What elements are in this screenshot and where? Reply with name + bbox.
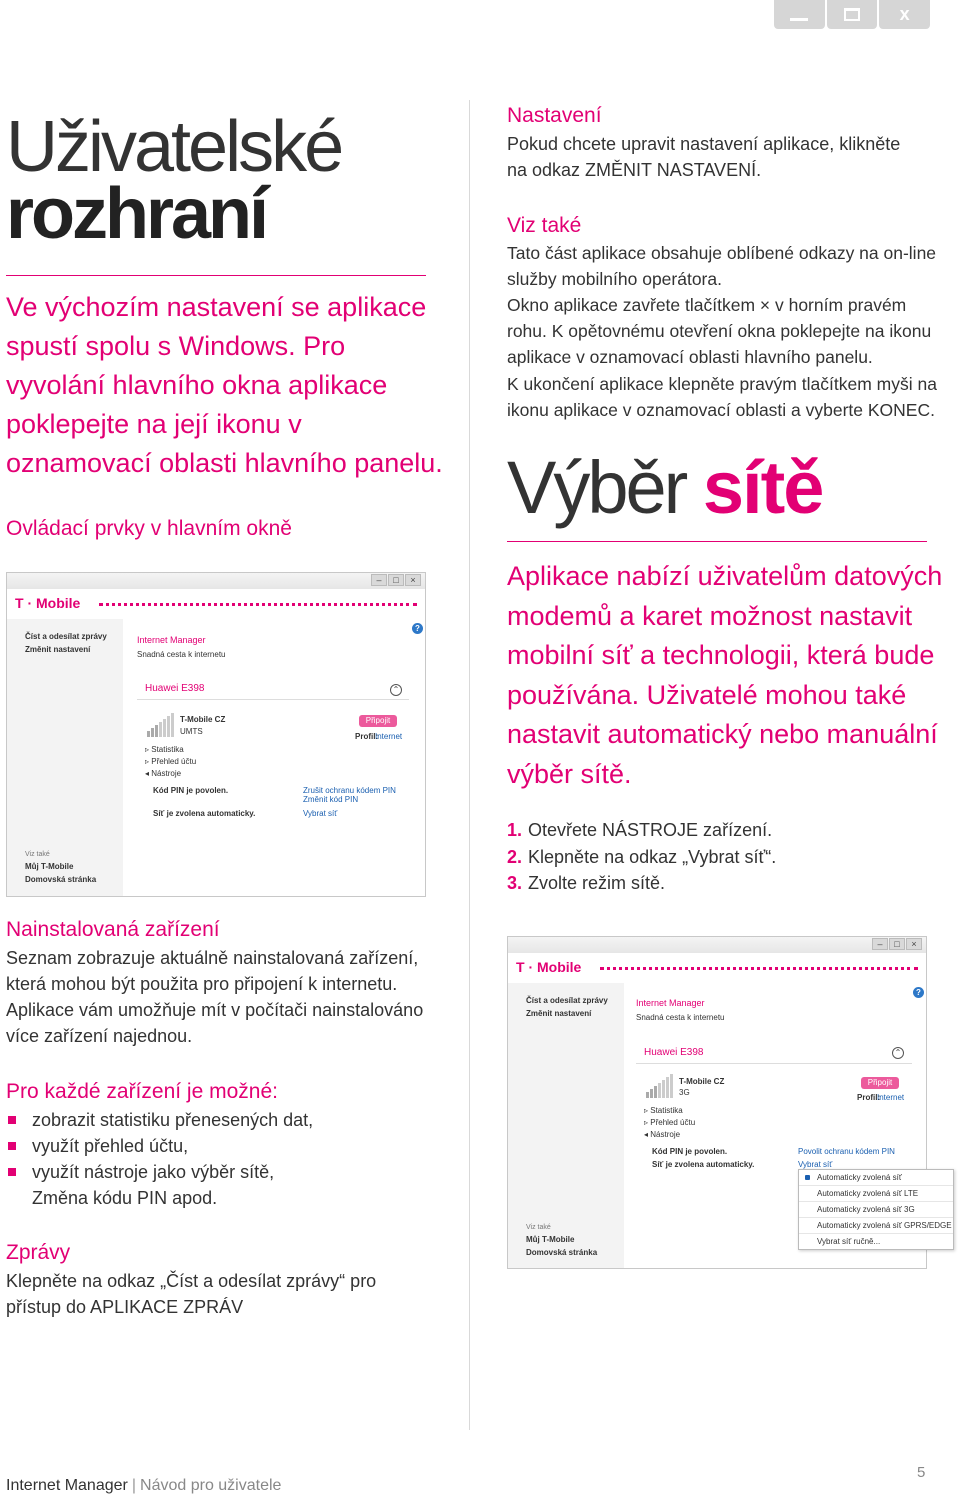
- page-number: 5: [917, 1464, 926, 1481]
- my-tmobile-link[interactable]: Můj T-Mobile: [526, 1235, 575, 1244]
- profile-label: Profil:: [857, 1093, 881, 1102]
- window-frame: [508, 937, 926, 953]
- list-item: 3. Zvolte režim sítě.: [507, 873, 666, 893]
- title-rule: [6, 275, 426, 276]
- minimize-button[interactable]: [774, 0, 825, 29]
- close-icon[interactable]: ×: [906, 938, 922, 950]
- app-title: Internet Manager: [636, 998, 705, 1008]
- close-button[interactable]: [879, 0, 930, 29]
- app-subtitle: Snadná cesta k internetu: [636, 1013, 725, 1022]
- window-controls: [774, 0, 930, 29]
- menu-item-auto-lte[interactable]: Automaticky zvolená síť LTE: [799, 1186, 953, 1202]
- tmobile-logo: T · Mobile: [15, 595, 81, 611]
- footer: [6, 1477, 281, 1495]
- device-name[interactable]: Huawei E398: [145, 683, 205, 694]
- menu-item-auto[interactable]: Automaticky zvolená síť: [799, 1170, 953, 1186]
- menu-item-manual[interactable]: Vybrat síť ručně...: [817, 1237, 881, 1246]
- list-item: Změna kódu PIN apod.: [32, 1188, 218, 1208]
- operator-name: T-Mobile CZ: [180, 715, 226, 724]
- select-network-link[interactable]: Vybrat síť: [798, 1160, 833, 1169]
- menu-item-auto-gprs[interactable]: Automaticky zvolená síť GPRS/EDGE: [799, 1218, 953, 1234]
- maximize-button[interactable]: [827, 0, 878, 29]
- maximize-icon[interactable]: □: [388, 574, 404, 586]
- messages-text: Klepněte na odkaz „Číst a odesílat zprávy“ pro přístup do APLIKACE ZPRÁV: [6, 1271, 377, 1317]
- tree-tools[interactable]: ◂ Nástroje: [644, 1130, 681, 1139]
- network-tech: UMTS: [180, 727, 203, 736]
- collapse-icon[interactable]: ⌃: [390, 684, 402, 696]
- settings-heading: Nastavení: [507, 104, 602, 127]
- installed-heading: Nainstalovaná zařízení: [6, 918, 220, 941]
- window-controls: [872, 938, 922, 950]
- per-device-list: [6, 1107, 446, 1211]
- select-network-link[interactable]: Vybrat síť: [303, 809, 338, 818]
- selected-icon: [805, 1175, 810, 1180]
- tree-statistics[interactable]: ▹ Statistika: [145, 745, 184, 754]
- menu-item-auto-3g[interactable]: Automaticky zvolená síť 3G: [799, 1202, 953, 1218]
- pin-status: Kód PIN je povolen.: [652, 1147, 728, 1156]
- device-name[interactable]: Huawei E398: [644, 1047, 704, 1058]
- controls-heading: Ovládací prvky v hlavním okně: [6, 517, 292, 540]
- maximize-icon[interactable]: □: [889, 938, 905, 950]
- footer-product: Internet Manager: [6, 1477, 128, 1494]
- profile-value[interactable]: Internet: [877, 1093, 905, 1102]
- device-divider: [636, 1063, 912, 1064]
- connect-button[interactable]: Připojit: [861, 1077, 899, 1089]
- footer-separator: |: [131, 1477, 137, 1494]
- operator-name: T-Mobile CZ: [679, 1077, 725, 1086]
- tree-account[interactable]: ▹ Přehled účtu: [145, 757, 197, 766]
- help-icon[interactable]: ?: [412, 623, 423, 634]
- see-also-p2: Okno aplikace zavřete tlačítkem × v horním pravém rohu. K opětovnému otevření okna poklepejte na ikonu aplikace v oznamovací oblasti hlavního panelu.: [507, 295, 932, 367]
- enable-pin-link[interactable]: Povolit ochranu kódem PIN: [798, 1147, 895, 1156]
- messages-heading: Zprávy: [6, 1241, 71, 1264]
- disable-pin-link[interactable]: Zrušit ochranu kódem PIN: [303, 786, 396, 795]
- tree-tools[interactable]: ◂ Nástroje: [145, 769, 182, 778]
- list-item: využít nástroje jako výběr sítě,: [6, 1159, 446, 1185]
- network-status: Síť je zvolena automaticky.: [652, 1160, 755, 1169]
- network-tech: 3G: [679, 1088, 690, 1097]
- pin-status: Kód PIN je povolen.: [153, 786, 229, 795]
- collapse-icon[interactable]: ⌃: [892, 1047, 904, 1059]
- tree-account[interactable]: ▹ Přehled účtu: [644, 1118, 696, 1127]
- change-settings-link[interactable]: Změnit nastavení: [25, 645, 91, 654]
- minimize-icon: [790, 18, 808, 21]
- my-tmobile-link[interactable]: Můj T-Mobile: [25, 862, 74, 871]
- network-rule: [507, 541, 927, 542]
- column-divider: [469, 100, 470, 1430]
- window-controls: [371, 574, 421, 586]
- profile-value[interactable]: Internet: [375, 732, 403, 741]
- intro-text: Ve výchozím nastavení se aplikace spustí spolu s Windows. Pro vyvolání hlavního okna aplikace poklepejte na její ikonu v oznamovací oblasti hlavního panelu.: [6, 292, 443, 478]
- see-also-label: Viz také: [25, 851, 50, 858]
- read-messages-link[interactable]: Číst a odesílat zprávy: [526, 996, 608, 1005]
- tmobile-logo: T · Mobile: [516, 959, 582, 975]
- network-status: Síť je zvolena automaticky.: [153, 809, 256, 818]
- tree-statistics[interactable]: ▹ Statistika: [644, 1106, 683, 1115]
- close-icon[interactable]: ×: [405, 574, 421, 586]
- page-title-light: Uživatelské: [6, 107, 342, 187]
- device-divider: [137, 699, 409, 700]
- homepage-link[interactable]: Domovská stránka: [25, 875, 97, 884]
- network-intro: Aplikace nabízí uživatelům datových modemů a karet možnost nastavit mobilní síť a technologii, která bude používána. Uživatelé mohou také nastavit automatický nebo manuální výběr sítě.: [507, 561, 943, 789]
- homepage-link[interactable]: Domovská stránka: [526, 1248, 598, 1257]
- logo-dots: [99, 603, 417, 606]
- read-messages-link[interactable]: Číst a odesílat zprávy: [25, 632, 107, 641]
- signal-icon: [147, 713, 174, 737]
- connect-button[interactable]: Připojit: [359, 715, 397, 727]
- minimize-icon[interactable]: –: [872, 938, 888, 950]
- list-item: využít přehled účtu,: [6, 1133, 446, 1159]
- see-also-p1: Tato část aplikace obsahuje oblíbené odkazy na on-line služby mobilního operátora.: [507, 243, 937, 289]
- see-also-heading: Viz také: [507, 214, 582, 237]
- network-select-screenshot: [507, 936, 952, 1269]
- main-window-screenshot: [6, 572, 426, 897]
- list-item: 2. Klepněte na odkaz „Vybrat síť“.: [507, 846, 777, 867]
- bullet-icon: [8, 1116, 16, 1124]
- list-item: 1. Otevřete NÁSTROJE zařízení.: [507, 820, 773, 840]
- installed-text: Seznam zobrazuje aktuálně nainstalovaná zařízení, která mohou být použita pro připojení k internetu. Aplikace vám umožňuje mít v počítači nainstalováno více zařízení najednou.: [6, 948, 424, 1046]
- change-settings-link[interactable]: Změnit nastavení: [526, 1009, 592, 1018]
- help-icon[interactable]: ?: [913, 987, 924, 998]
- network-mode-menu: [798, 1169, 954, 1250]
- per-device-heading: Pro každé zařízení je možné:: [6, 1080, 278, 1103]
- logo-dots: [600, 967, 918, 970]
- steps-list: [507, 817, 776, 897]
- change-pin-link[interactable]: Změnit kód PIN: [303, 795, 359, 804]
- settings-text: Pokud chcete upravit nastavení aplikace, klikněte na odkaz ZMĚNIT NASTAVENÍ.: [507, 134, 901, 180]
- signal-icon: [646, 1074, 673, 1098]
- see-also-label: Viz také: [526, 1224, 551, 1231]
- window-frame: [7, 573, 425, 589]
- bullet-icon: [8, 1168, 16, 1176]
- minimize-icon[interactable]: –: [371, 574, 387, 586]
- profile-label: Profil:: [355, 732, 379, 741]
- app-title: Internet Manager: [137, 635, 206, 645]
- close-icon: x: [899, 4, 910, 24]
- page-title-bold: rozhraní: [6, 174, 267, 254]
- list-item: zobrazit statistiku přenesených dat,: [6, 1107, 446, 1133]
- bullet-icon: [8, 1142, 16, 1150]
- maximize-icon: [844, 8, 860, 21]
- see-also-p3: K ukončení aplikace klepněte pravým tlačítkem myši na ikonu aplikace v oznamovací oblasti a vyberte KONEC.: [507, 374, 937, 420]
- footer-doc: Návod pro uživatele: [140, 1477, 282, 1494]
- app-subtitle: Snadná cesta k internetu: [137, 650, 226, 659]
- network-title: Výběr sítě: [507, 446, 823, 529]
